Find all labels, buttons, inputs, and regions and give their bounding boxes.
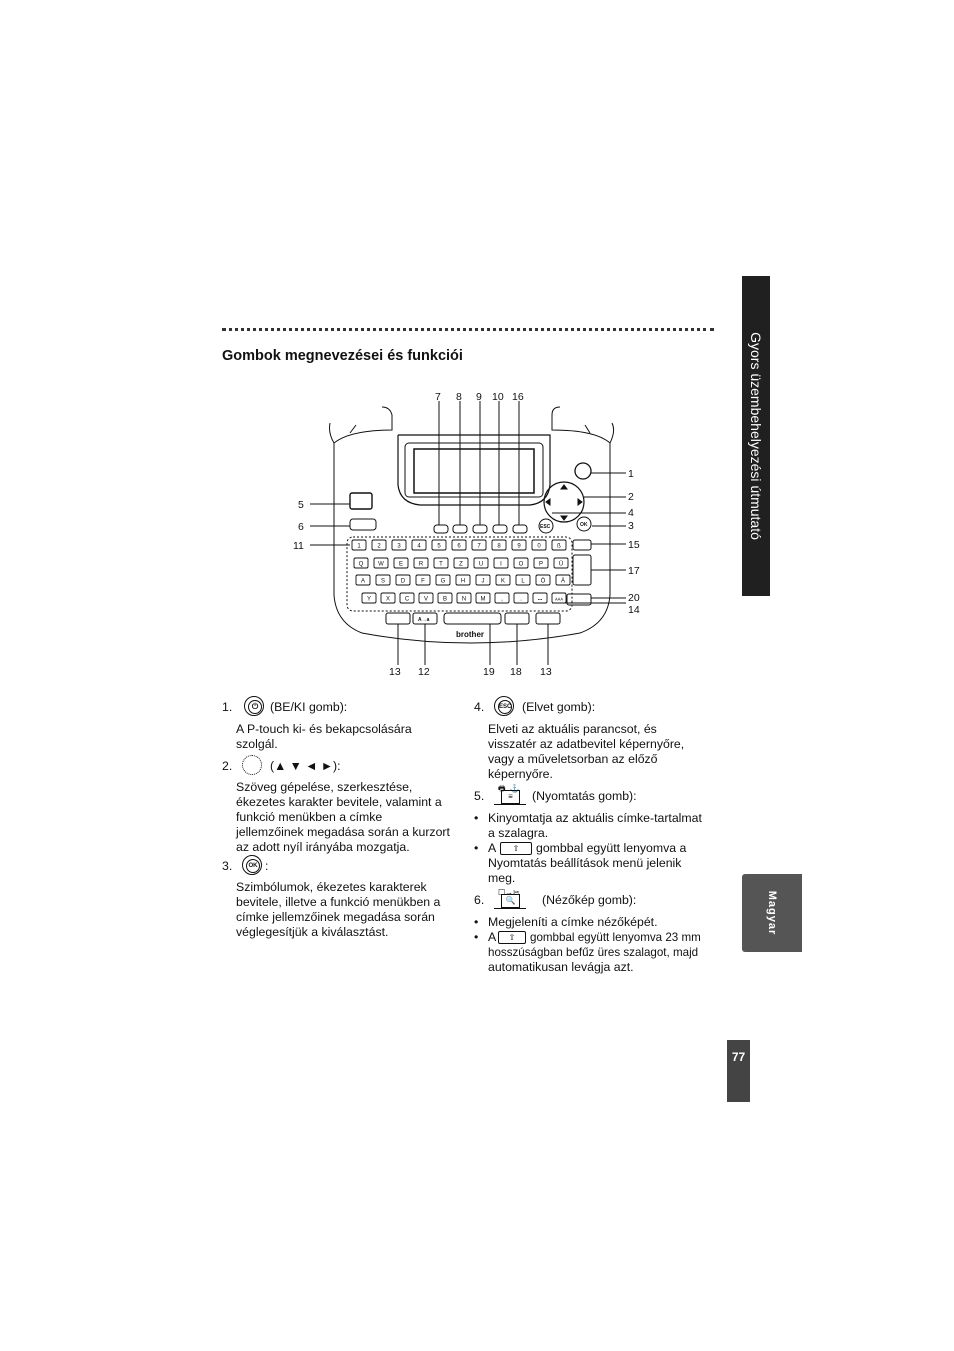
item-4-line-1: Elveti az aktuális parancsot, és [488,722,657,736]
key-label-row_q-6: U [478,561,484,568]
item-5-b1-line-2: a szalagra. [488,826,549,840]
callout-13a: 13 [389,666,401,678]
item-3-line-3: címke jellemzőinek megadása során [236,910,435,924]
callout-5: 5 [298,499,304,511]
key-label-row_a-0: A [360,578,366,585]
key-label-row_q-1: W [378,561,384,568]
key-label-row_a-6: J [481,578,485,585]
shift-key-icon: ⇧ [500,842,532,855]
item-5-b2-pre: A [488,841,497,855]
callout-13b: 13 [540,666,552,678]
labeler-illustration [290,385,650,685]
key-label-row_numbers-1: 2 [377,543,381,550]
callout-11: 11 [293,540,304,552]
language-tab [742,874,802,952]
shift-key-icon: ⇧ [498,931,526,944]
item-2-line-2: ékezetes karakter bevitele, valamint a [236,795,442,809]
key-label-row_q-10: Ü [558,561,564,568]
key-label-row_y-1: X [385,596,391,603]
key-label-row_y-9: ••• [537,596,543,602]
key-label-row_q-0: Q [358,561,364,568]
item-2-line-1: Szöveg gépelése, szerkesztése, [236,780,413,794]
key-label-row_numbers-5: 6 [457,543,461,550]
callout-12: 12 [418,666,430,678]
item-6-head: (Nézőkép gomb): [542,893,637,907]
key-label-row_a-2: D [400,578,406,585]
key-label-row_a-5: H [460,578,466,585]
ok-key-label: OK [580,522,588,528]
item-3-line-2: bevitele, illetve a funkció menükben a [236,895,441,909]
callout-3: 3 [628,520,634,532]
callout-16: 16 [512,391,524,403]
callout-14: 14 [628,604,640,616]
page-number: 77 [727,1040,750,1102]
item-6-b2-line-2: automatikusan levágja azt. [488,960,634,974]
key-label-row_y-6: M [480,596,486,603]
item-4-line-4: képernyőre. [488,767,553,781]
key-label-row_a-4: G [440,578,446,585]
item-5-b2-post: gombbal együtt lenyomva a [536,841,687,855]
ok-button-icon: OK [242,855,262,875]
section-title: Gombok megnevezései és funkciói [222,348,463,364]
item-4-line-2: visszatér az adatbevitel képernyőre, [488,737,685,751]
item-6-b2-line-1: hosszúságban befűz üres szalagot, majd [488,946,699,959]
item-3-number: 3. [222,859,233,873]
item-3-line-1: Szimbólumok, ékezetes karakterek [236,880,427,894]
key-label-row_numbers-6: 7 [477,543,481,550]
key-label-row_y-5: N [461,596,467,603]
key-label-row_y-10: ÀÁÄ [554,596,564,602]
language-label: Magyar [766,890,778,936]
callout-10: 10 [492,391,504,403]
item-6-number: 6. [474,893,485,907]
power-button-icon: ⏻ [244,696,264,716]
cursor-keys-icon [242,755,262,775]
brand-logo: brother [456,630,484,639]
key-label-row_y-0: Y [366,596,372,603]
item-5-b1-line-1: Kinyomtatja az aktuális címke-tartalmat [488,811,702,825]
callout-2: 2 [628,491,634,503]
key-label-row_numbers-9: 0 [537,543,541,550]
key-label-row_q-8: O [518,561,524,568]
guide-title-tab [742,276,770,596]
print-button-icon: 🖶 ⚓ ≡ [494,785,526,805]
callout-8: 8 [456,391,462,403]
item-5-number: 5. [474,789,485,803]
key-label-row_q-5: Z [459,561,463,568]
esc-key-label: ESC [540,524,551,530]
key-label-row_q-3: R [418,561,424,568]
callout-4: 4 [628,507,634,519]
callout-6: 6 [298,521,304,533]
callout-9: 9 [476,391,482,403]
key-label-row_q-4: T [439,561,443,568]
key-label-row_y-4: B [442,596,448,603]
bullet-5a: • [474,811,479,825]
bullet-6b: • [474,930,479,944]
key-label-row_q-9: P [538,561,544,568]
callout-1: 1 [628,468,634,480]
bullet-5b: • [474,841,479,855]
item-1-line-1: A P-touch ki- és bekapcsolására [236,722,412,736]
callout-15: 15 [628,539,640,551]
key-label-row_y-8: . [520,596,522,603]
item-4-line-3: vagy a műveletsorban az előző [488,752,658,766]
callout-19: 19 [483,666,495,678]
key-label-row_y-3: V [423,596,429,603]
item-2-line-3: funkció menükben a címke [236,810,383,824]
item-5-b2-line-1: Nyomtatás beállítások menü jelenik [488,856,682,870]
item-5-b2-line-2: meg. [488,871,516,885]
esc-button-icon: ESC [494,696,514,716]
callout-18: 18 [510,666,522,678]
item-4-head: (Elvet gomb): [522,700,596,714]
key-label-row_numbers-4: 5 [437,543,441,550]
key-label-row_a-8: L [521,578,525,585]
key-label-row_q-7: I [500,561,502,568]
guide-title: Gyors üzembehelyezési útmutató [748,332,764,540]
item-1-head: (BE/KI gomb): [270,700,348,714]
key-label-row_a-10: Ä [560,578,566,585]
item-4-number: 4. [474,700,485,714]
item-6-b2-pre: A [488,930,497,944]
item-6-b1-line-1: Megjeleníti a címke nézőképét. [488,915,658,929]
caps-key-label: A→a [418,617,430,623]
key-label-row_numbers-2: 3 [397,543,401,550]
item-5-head: (Nyomtatás gomb): [532,789,637,803]
key-label-row_numbers-8: 9 [517,543,521,550]
item-1-line-2: szolgál. [236,737,278,751]
item-3-line-4: véglegesítjük a kiválasztást. [236,925,389,939]
callout-7: 7 [435,391,441,403]
key-label-row_y-2: C [404,596,410,603]
item-2-number: 2. [222,759,233,773]
key-label-row_numbers-0: 1 [357,543,361,550]
callout-20: 20 [628,592,640,604]
callout-17: 17 [628,565,640,577]
item-2-line-4: jellemzőinek megadása során a kurzort [236,825,450,839]
key-label-row_a-7: K [500,578,506,585]
key-label-row_a-3: F [421,578,425,585]
labeler-diagram [290,385,650,685]
key-label-row_a-9: Ö [540,578,546,585]
bullet-6a: • [474,915,479,929]
key-label-row_numbers-3: 4 [417,543,421,550]
dotted-divider [222,328,714,331]
item-2-head: (▲ ▼ ◄ ►): [270,759,341,773]
left-column [222,700,467,950]
item-6-b2-post: gombbal együtt lenyomva 23 mm [530,931,701,944]
preview-button-icon: ☐→✂ 🔍 [494,889,526,909]
item-2-line-5: az adott nyíl irányába mozgatja. [236,840,410,854]
key-label-row_numbers-10: ß [557,543,561,550]
key-label-row_a-1: S [380,578,386,585]
key-label-row_y-7: , [501,596,503,603]
item-1-number: 1. [222,700,233,714]
right-column [474,700,719,980]
key-label-row_numbers-7: 8 [497,543,501,550]
item-3-head: : [265,859,269,873]
key-label-row_q-2: E [398,561,404,568]
